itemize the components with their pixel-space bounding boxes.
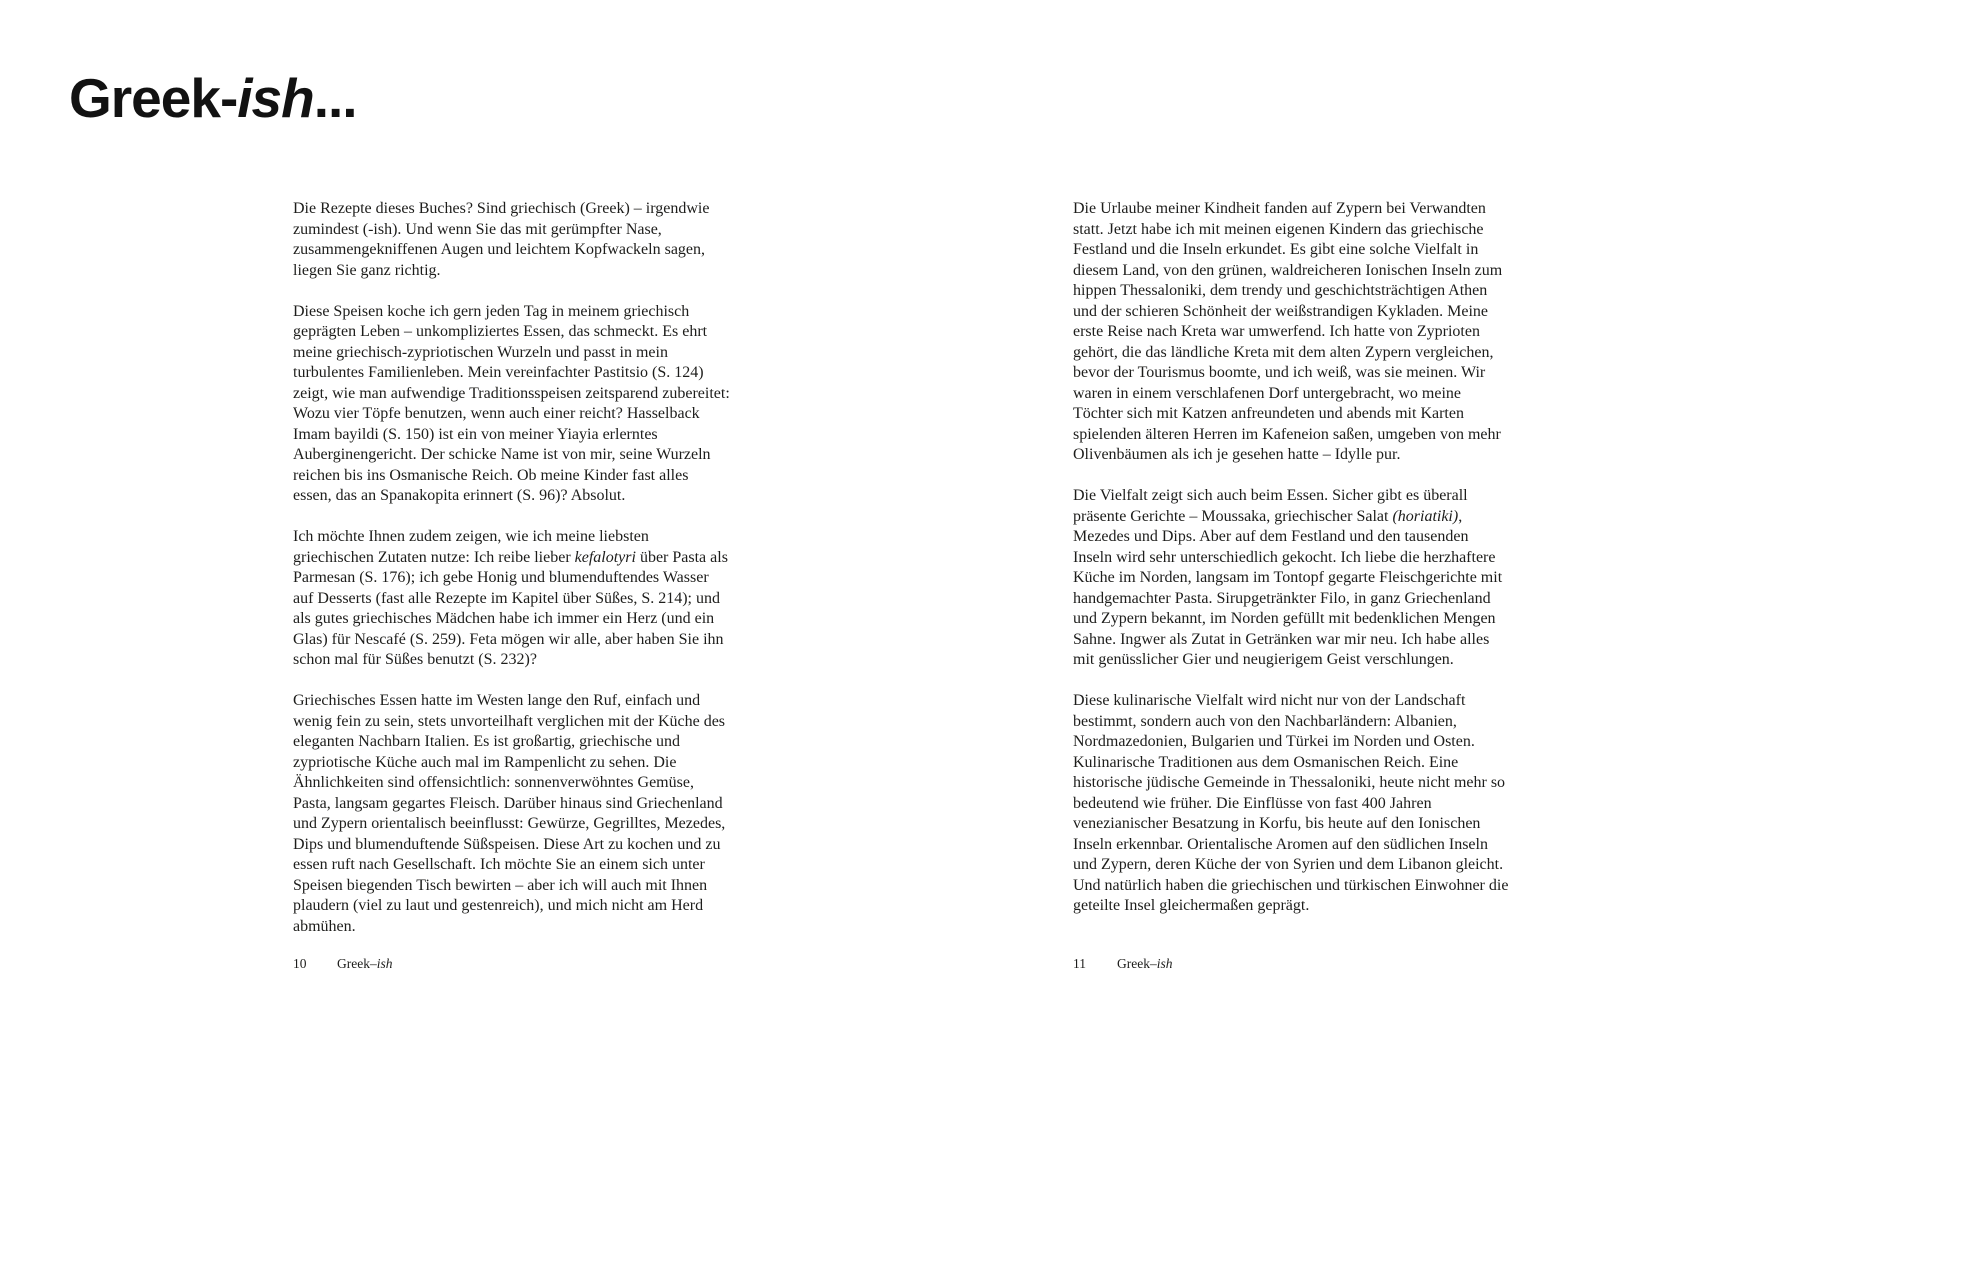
paragraph	[293, 527, 730, 671]
text-run: Die Rezepte dieses Buches? Sind griechisch (Greek) – irgendwie zumindest (-ish). Und wenn Sie das mit gerümpfter Nase, zusammengekniffenen Augen und leichtem Kopfwackeln sagen, liegen Sie ganz richtig.	[293, 200, 710, 279]
text-run: Diese kulinarische Vielfalt wird nicht nur von der Landschaft bestimmt, sondern auch von den Nachbarländern: Albanien, Nordmazedonien, Bulgarien und Türkei im Norden und Osten. Kulinarische Traditionen aus dem Osmanischen Reich. Eine historische jüdische Gemeinde in Thessaloniki, heute nicht mehr so bedeutend wie früher. Die Einflüsse von fast 400 Jahren venezianischer Besatzung in Korfu, bis heute auf den Ionischen Inseln erkennbar. Orientalische Aromen auf den südlichen Inseln und Zypern, deren Küche der von Syrien und dem Libanon gleicht. Und natürlich haben die griechischen und türkischen Einwohner die geteilte Insel gleichermaßen geprägt.	[1073, 692, 1509, 914]
left-running-title-italic: ish	[376, 956, 393, 971]
left-text-column	[293, 199, 730, 937]
text-run: Die Vielfalt zeigt sich auch beim Essen. Sicher gibt es überall präsente Gerichte – Moussaka, griechischer Salat	[1073, 487, 1468, 525]
paragraph	[293, 199, 730, 281]
left-running-title	[337, 956, 393, 971]
left-page-number: 10	[293, 956, 307, 971]
right-running-title	[1117, 956, 1173, 971]
text-run: Diese Speisen koche ich gern jeden Tag in meinem griechisch geprägten Leben – unkompliziertes Essen, das schmeckt. Es ehrt meine griechisch-zypriotischen Wurzeln und passt in mein turbulentes Familienleben. Mein vereinfachter Pastitsio (S. 124) zeigt, wie man aufwendige Traditionsspeisen zeitsparend zubereitet: Wozu vier Töpfe benutzen, wenn auch einer reicht? Hasselback Imam bayildi (S. 150) ist ein von meiner Yiayia erlerntes Auberginengericht. Der schicke Name ist von mir, seine Wurzeln reichen bis ins Osmanische Reich. Ob meine Kinder fast alles essen, das an Spanakopita erinnert (S. 96)? Absolut.	[293, 302, 730, 504]
right-page-footer	[1073, 956, 1173, 972]
paragraph	[293, 302, 730, 507]
paragraph	[1073, 486, 1510, 671]
chapter-title-ellipsis: ...	[313, 67, 357, 129]
chapter-title	[69, 68, 357, 129]
text-run: Ich möchte Ihnen zudem zeigen, wie ich meine liebsten griechischen Zutaten nutze: Ich reibe lieber	[293, 528, 649, 566]
paragraph	[1073, 199, 1510, 466]
paragraph	[293, 691, 730, 937]
left-page-footer	[293, 956, 393, 972]
text-run: Griechisches Essen hatte im Westen lange den Ruf, einfach und wenig fein zu sein, stets unvorteilhaft verglichen mit der Küche des eleganten Nachbarn Italien. Es ist großartig, griechische und zypriotische Küche auch mal im Rampenlicht zu sehen. Die Ähnlichkeiten sind offensichtlich: sonnenverwöhntes Gemüse, Pasta, langsam gegartes Fleisch. Darüber hinaus sind Griechenland und Zypern orientalisch beeinflusst: Gewürze, Gegrilltes, Mezedes, Dips und blumenduftende Süßspeisen. Diese Art zu kochen und zu essen ruft nach Gesellschaft. Ich möchte Sie an einem sich unter Speisen biegenden Tisch bewirten – aber ich will auch mit Ihnen plaudern (viel zu laut und gestenreich), und mich nicht am Herd abmühen.	[293, 692, 726, 935]
right-running-title-regular: Greek–	[1117, 956, 1157, 971]
chapter-title-italic: ish	[237, 67, 314, 129]
text-run: , Mezedes und Dips. Aber auf dem Festland und den tausenden Inseln wird sehr unterschiedlich gekocht. Ich liebe die herzhaftere Küche im Norden, langsam im Tontopf gegarte Fleischgerichte mit handgemachter Pasta. Sirupgetränkter Filo, in ganz Griechenland und Zypern bekannt, im Norden gefüllt mit bedenklichen Mengen Sahne. Ingwer als Zutat in Getränken war mir neu. Ich habe alles mit genüsslicher Gier und neugierigem Geist verschlungen.	[1073, 507, 1503, 668]
right-page-number: 11	[1073, 956, 1086, 971]
text-run: über Pasta als Parmesan (S. 176); ich gebe Honig und blumenduftendes Wasser auf Desserts (fast alle Rezepte im Kapitel über Süßes, S. 214); und als gutes griechisches Mädchen habe ich immer ein Herz (und ein Glas) für Nescafé (S. 259). Feta mögen wir alle, aber haben Sie ihn schon mal für Süßes benutzt (S. 232)?	[293, 548, 728, 668]
paragraph	[1073, 691, 1510, 917]
right-text-column	[1073, 199, 1510, 917]
left-running-title-regular: Greek–	[337, 956, 377, 971]
text-run: Die Urlaube meiner Kindheit fanden auf Zypern bei Verwandten statt. Jetzt habe ich mit meinen eigenen Kindern das griechische Festland und die Inseln erkundet. Es gibt eine solche Vielfalt in diesem Land, von den grünen, waldreicheren Ionischen Inseln zum hippen Thessaloniki, dem trendy und geschichtsträchtigen Athen und der schieren Schönheit der weißstrandigen Kykladen. Meine erste Reise nach Kreta war umwerfend. Ich hatte von Zyprioten gehört, die das ländliche Kreta mit dem alten Zypern vergleichen, bevor der Tourismus boomte, und ich weiß, was sie meinen. Wir waren in einem verschlafenen Dorf untergebracht, wo meine Töchter sich mit Katzen anfreundeten und abends mit Karten spielenden älteren Herren im Kafeneion saßen, umgeben von mehr Olivenbäumen als ich je gesehen hatte – Idylle pur.	[1073, 200, 1503, 463]
chapter-title-regular: Greek-	[69, 67, 238, 129]
italic-text-run: (horiatiki)	[1392, 507, 1459, 525]
right-running-title-italic: ish	[1156, 956, 1173, 971]
italic-text-run: kefalotyri	[574, 548, 636, 566]
